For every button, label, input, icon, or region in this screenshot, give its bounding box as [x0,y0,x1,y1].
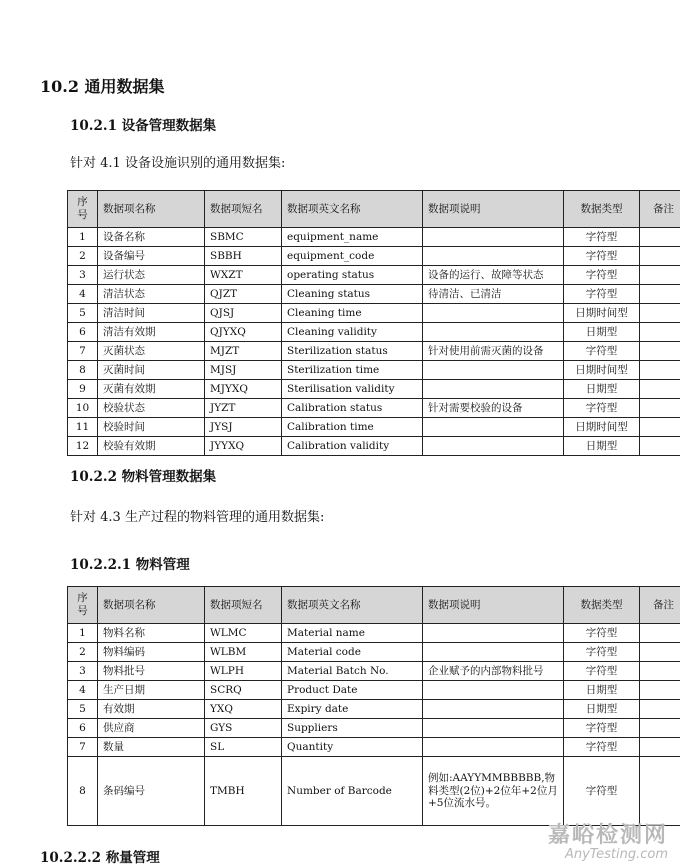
cell-remarks [640,285,680,304]
section-heading-10-2-1: 10.2.1 设备管理数据集 [70,118,217,134]
cell-name: 运行状态 [98,266,205,285]
table-row [68,247,680,266]
table-row [68,361,680,380]
cell-index: 2 [68,643,98,662]
header-cell-short-name: 数据项短名 [205,191,282,228]
cell-data-type: 字符型 [564,757,640,826]
cell-english-name: Calibration status [282,399,423,418]
cell-short-name: TMBH [205,757,282,826]
header-cell-index: 序号 [68,191,98,228]
cell-name: 校验时间 [98,418,205,437]
cell-description [423,643,564,662]
cell-english-name: equipment_code [282,247,423,266]
header-cell-description: 数据项说明 [423,587,564,624]
cell-description: 设备的运行、故障等状态 [423,266,564,285]
table-row [68,228,680,247]
section-heading-10-2-2-2: 10.2.2.2 称量管理 [40,850,160,866]
table-row [68,662,680,681]
cell-name: 物料批号 [98,662,205,681]
cell-english-name: Material name [282,624,423,643]
table-row [68,285,680,304]
cell-description [423,624,564,643]
cell-index: 5 [68,304,98,323]
cell-remarks [640,323,680,342]
cell-description [423,380,564,399]
cell-remarks [640,380,680,399]
cell-english-name: Calibration time [282,418,423,437]
cell-index: 2 [68,247,98,266]
cell-description [423,323,564,342]
cell-remarks [640,266,680,285]
cell-remarks [640,700,680,719]
cell-short-name: SBBH [205,247,282,266]
cell-short-name: SBMC [205,228,282,247]
cell-data-type: 日期型 [564,700,640,719]
header-cell-short-name: 数据项短名 [205,587,282,624]
cell-english-name: Expiry date [282,700,423,719]
header-cell-english-name: 数据项英文名称 [282,587,423,624]
cell-remarks [640,418,680,437]
watermark-text-cn: 嘉峪检测网 [547,823,668,848]
cell-index: 5 [68,700,98,719]
cell-short-name: WLBM [205,643,282,662]
cell-remarks [640,304,680,323]
table-header-row [68,191,680,228]
cell-data-type: 字符型 [564,662,640,681]
cell-short-name: QJYXQ [205,323,282,342]
cell-index: 4 [68,681,98,700]
cell-description [423,247,564,266]
cell-remarks [640,342,680,361]
cell-data-type: 日期型 [564,437,640,456]
cell-name: 校验状态 [98,399,205,418]
cell-short-name: MJSJ [205,361,282,380]
cell-index: 7 [68,342,98,361]
cell-short-name: GYS [205,719,282,738]
cell-short-name: WLMC [205,624,282,643]
cell-english-name: Cleaning validity [282,323,423,342]
header-cell-remarks: 备注 [640,191,680,228]
table-row [68,399,680,418]
table-row [68,266,680,285]
cell-name: 清洁状态 [98,285,205,304]
cell-english-name: Cleaning time [282,304,423,323]
cell-data-type: 字符型 [564,719,640,738]
cell-index: 6 [68,719,98,738]
cell-short-name: MJZT [205,342,282,361]
cell-english-name: equipment_name [282,228,423,247]
cell-name: 数量 [98,738,205,757]
table-row [68,624,680,643]
cell-english-name: Sterilization status [282,342,423,361]
header-cell-name: 数据项名称 [98,587,205,624]
cell-description [423,437,564,456]
cell-remarks [640,361,680,380]
table-row [68,738,680,757]
cell-remarks [640,738,680,757]
cell-data-type: 日期型 [564,380,640,399]
cell-index: 1 [68,228,98,247]
cell-english-name: Suppliers [282,719,423,738]
cell-remarks [640,662,680,681]
cell-english-name: Material Batch No. [282,662,423,681]
table-row [68,380,680,399]
cell-english-name: Material code [282,643,423,662]
intro-equipment: 针对 4.1 设备设施识别的通用数据集: [70,156,286,171]
cell-remarks [640,399,680,418]
cell-data-type: 日期型 [564,323,640,342]
table-row [68,757,680,826]
table-row [68,418,680,437]
cell-short-name: JYYXQ [205,437,282,456]
cell-short-name: QJZT [205,285,282,304]
cell-description [423,681,564,700]
cell-description: 企业赋予的内部物料批号 [423,662,564,681]
cell-index: 3 [68,266,98,285]
cell-data-type: 字符型 [564,342,640,361]
cell-data-type: 字符型 [564,738,640,757]
cell-index: 10 [68,399,98,418]
cell-description [423,738,564,757]
cell-remarks [640,681,680,700]
watermark-text-en: AnyTesting.com [564,847,668,862]
section-heading-10-2-2-1: 10.2.2.1 物料管理 [70,557,190,573]
cell-name: 校验有效期 [98,437,205,456]
cell-index: 4 [68,285,98,304]
cell-index: 1 [68,624,98,643]
cell-name: 有效期 [98,700,205,719]
cell-english-name: operating status [282,266,423,285]
cell-english-name: Sterilization time [282,361,423,380]
cell-name: 供应商 [98,719,205,738]
cell-data-type: 字符型 [564,247,640,266]
cell-short-name: QJSJ [205,304,282,323]
cell-name: 物料名称 [98,624,205,643]
cell-description: 例如:AAYYMMBBBBB,物料类型(2位)+2位年+2位月+5位流水号。 [423,757,564,826]
cell-index: 8 [68,757,98,826]
header-cell-english-name: 数据项英文名称 [282,191,423,228]
cell-index: 6 [68,323,98,342]
intro-material: 针对 4.3 生产过程的物料管理的通用数据集: [70,510,325,525]
table-row [68,681,680,700]
cell-remarks [640,757,680,826]
cell-english-name: Sterilisation validity [282,380,423,399]
cell-name: 灭菌状态 [98,342,205,361]
cell-short-name: JYZT [205,399,282,418]
cell-short-name: WXZT [205,266,282,285]
table-row [68,323,680,342]
cell-index: 12 [68,437,98,456]
cell-remarks [640,719,680,738]
cell-data-type: 字符型 [564,399,640,418]
table-row [68,719,680,738]
cell-english-name: Quantity [282,738,423,757]
cell-name: 条码编号 [98,757,205,826]
cell-name: 设备编号 [98,247,205,266]
material-dataset-table [67,586,680,826]
table-row [68,304,680,323]
cell-index: 3 [68,662,98,681]
section-heading-10-2: 10.2 通用数据集 [40,77,165,96]
cell-description [423,304,564,323]
table-row [68,643,680,662]
cell-short-name: YXQ [205,700,282,719]
cell-short-name: MJYXQ [205,380,282,399]
cell-english-name: Number of Barcode [282,757,423,826]
header-cell-index: 序号 [68,587,98,624]
cell-name: 清洁时间 [98,304,205,323]
header-cell-data-type: 数据类型 [564,191,640,228]
cell-name: 物料编码 [98,643,205,662]
header-cell-description: 数据项说明 [423,191,564,228]
cell-description [423,418,564,437]
cell-index: 8 [68,361,98,380]
cell-data-type: 日期型 [564,681,640,700]
cell-english-name: Calibration validity [282,437,423,456]
cell-data-type: 字符型 [564,228,640,247]
cell-name: 生产日期 [98,681,205,700]
cell-remarks [640,228,680,247]
table-row [68,342,680,361]
header-cell-name: 数据项名称 [98,191,205,228]
cell-name: 灭菌时间 [98,361,205,380]
cell-short-name: JYSJ [205,418,282,437]
cell-english-name: Product Date [282,681,423,700]
cell-remarks [640,437,680,456]
cell-remarks [640,624,680,643]
cell-data-type: 日期时间型 [564,418,640,437]
cell-data-type: 字符型 [564,285,640,304]
cell-data-type: 字符型 [564,624,640,643]
cell-name: 清洁有效期 [98,323,205,342]
cell-short-name: SCRQ [205,681,282,700]
cell-data-type: 字符型 [564,266,640,285]
cell-description: 针对使用前需灭菌的设备 [423,342,564,361]
header-cell-data-type: 数据类型 [564,587,640,624]
cell-description [423,719,564,738]
cell-short-name: WLPH [205,662,282,681]
watermark [548,818,668,862]
cell-index: 7 [68,738,98,757]
cell-description [423,361,564,380]
cell-description [423,228,564,247]
table-header-row [68,587,680,624]
cell-index: 11 [68,418,98,437]
cell-data-type: 日期时间型 [564,361,640,380]
cell-name: 灭菌有效期 [98,380,205,399]
cell-description: 待清洁、已清洁 [423,285,564,304]
cell-remarks [640,643,680,662]
cell-name: 设备名称 [98,228,205,247]
cell-description: 针对需要校验的设备 [423,399,564,418]
table-row [68,437,680,456]
cell-index: 9 [68,380,98,399]
cell-data-type: 字符型 [564,643,640,662]
header-cell-remarks: 备注 [640,587,680,624]
cell-description [423,700,564,719]
equipment-dataset-table [67,190,680,456]
cell-data-type: 日期时间型 [564,304,640,323]
table-row [68,700,680,719]
cell-remarks [640,247,680,266]
section-heading-10-2-2: 10.2.2 物料管理数据集 [70,469,217,485]
cell-short-name: SL [205,738,282,757]
cell-english-name: Cleaning status [282,285,423,304]
